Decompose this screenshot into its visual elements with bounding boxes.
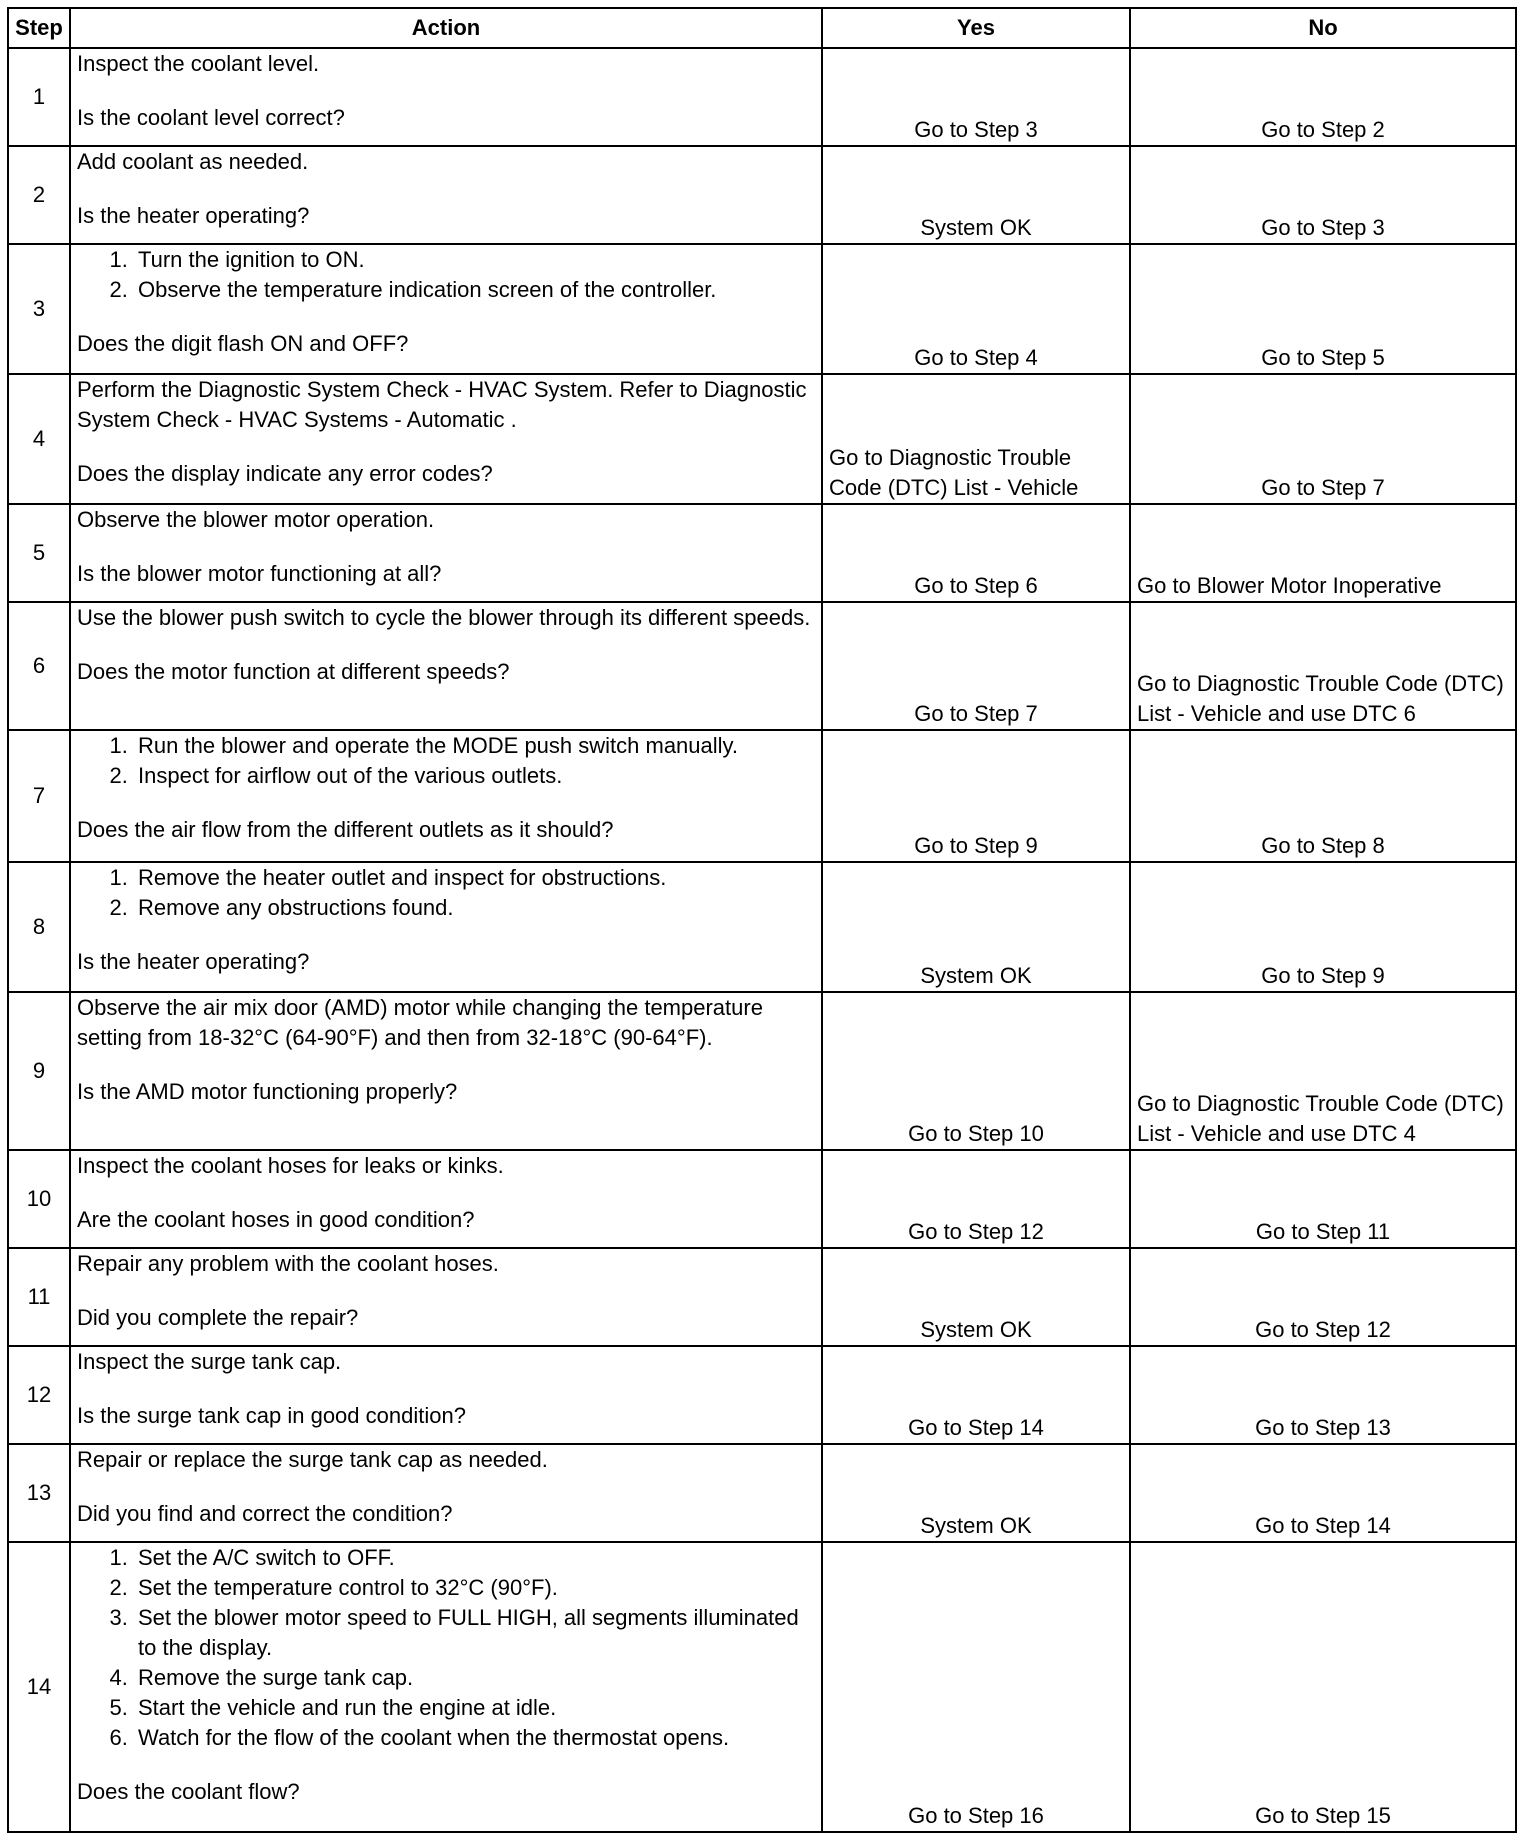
- action-question: Is the blower motor functioning at all?: [77, 561, 442, 586]
- action-intro: Inspect the coolant hoses for leaks or kinks.: [77, 1153, 504, 1178]
- yes-cell: Go to Step 3: [822, 48, 1130, 146]
- no-cell: Go to Step 9: [1130, 862, 1516, 992]
- yes-cell: Go to Step 12: [822, 1150, 1130, 1248]
- step-number: 13: [8, 1444, 70, 1542]
- yes-cell: Go to Diagnostic Trouble Code (DTC) List - Vehicle: [822, 374, 1130, 504]
- yes-cell: Go to Step 16: [822, 1542, 1130, 1832]
- list-item: 4. Remove the surge tank cap.: [134, 1663, 815, 1693]
- action-cell: [70, 504, 822, 602]
- no-cell: Go to Diagnostic Trouble Code (DTC) List - Vehicle and use DTC 4: [1130, 992, 1516, 1150]
- step-number: 6: [8, 602, 70, 730]
- action-question: Is the heater operating?: [77, 949, 310, 974]
- action-question: Does the digit flash ON and OFF?: [77, 331, 409, 356]
- step-number: 4: [8, 374, 70, 504]
- no-cell: Go to Step 2: [1130, 48, 1516, 146]
- action-intro: Repair or replace the surge tank cap as needed.: [77, 1447, 548, 1472]
- no-cell: Go to Step 14: [1130, 1444, 1516, 1542]
- action-intro: Inspect the coolant level.: [77, 51, 320, 76]
- action-cell: [70, 602, 822, 730]
- header-no: No: [1130, 8, 1516, 48]
- yes-cell: Go to Step 4: [822, 244, 1130, 374]
- diagnostic-table: [7, 7, 1517, 1833]
- table-row: [8, 146, 1516, 244]
- list-item: 1. Run the blower and operate the MODE push switch manually.: [134, 731, 815, 761]
- step-number: 12: [8, 1346, 70, 1444]
- action-cell: [70, 146, 822, 244]
- action-question: Did you complete the repair?: [77, 1305, 359, 1330]
- table-row: [8, 602, 1516, 730]
- action-cell: [70, 1444, 822, 1542]
- step-number: 7: [8, 730, 70, 862]
- table-row: [8, 992, 1516, 1150]
- yes-cell: Go to Step 6: [822, 504, 1130, 602]
- table-row: [8, 730, 1516, 862]
- action-intro: Observe the blower motor operation.: [77, 507, 435, 532]
- step-number: 9: [8, 992, 70, 1150]
- step-number: 5: [8, 504, 70, 602]
- no-cell: Go to Diagnostic Trouble Code (DTC) List - Vehicle and use DTC 6: [1130, 602, 1516, 730]
- action-question: Is the coolant level correct?: [77, 105, 345, 130]
- action-cell: [70, 1248, 822, 1346]
- no-cell: Go to Step 12: [1130, 1248, 1516, 1346]
- header-row: [8, 8, 1516, 48]
- list-item: 1. Turn the ignition to ON.: [134, 245, 815, 275]
- step-number: 1: [8, 48, 70, 146]
- yes-cell: System OK: [822, 146, 1130, 244]
- table-row: [8, 1248, 1516, 1346]
- yes-cell: System OK: [822, 1248, 1130, 1346]
- action-question: Does the display indicate any error codes?: [77, 461, 493, 486]
- no-cell: Go to Step 15: [1130, 1542, 1516, 1832]
- yes-cell: System OK: [822, 862, 1130, 992]
- action-question: Does the coolant flow?: [77, 1779, 300, 1804]
- header-action: Action: [70, 8, 822, 48]
- action-cell: [70, 730, 822, 862]
- action-list: [77, 731, 815, 791]
- header-step: Step: [8, 8, 70, 48]
- yes-cell: Go to Step 7: [822, 602, 1130, 730]
- yes-cell: Go to Step 9: [822, 730, 1130, 862]
- step-number: 8: [8, 862, 70, 992]
- step-number: 11: [8, 1248, 70, 1346]
- action-question: Are the coolant hoses in good condition?: [77, 1207, 475, 1232]
- action-intro: Use the blower push switch to cycle the blower through its different speeds.: [77, 605, 811, 630]
- table-row: [8, 1150, 1516, 1248]
- action-cell: [70, 862, 822, 992]
- list-item: 6. Watch for the flow of the coolant when the thermostat opens.: [134, 1723, 815, 1753]
- list-item: 2. Inspect for airflow out of the various outlets.: [134, 761, 815, 791]
- list-item: 1. Set the A/C switch to OFF.: [134, 1543, 815, 1573]
- no-cell: Go to Blower Motor Inoperative: [1130, 504, 1516, 602]
- step-number: 10: [8, 1150, 70, 1248]
- no-cell: Go to Step 7: [1130, 374, 1516, 504]
- table-row: [8, 48, 1516, 146]
- list-item: 2. Remove any obstructions found.: [134, 893, 815, 923]
- action-question: Did you find and correct the condition?: [77, 1501, 453, 1526]
- step-number: 3: [8, 244, 70, 374]
- table-row: [8, 1444, 1516, 1542]
- action-cell: [70, 48, 822, 146]
- table-row: [8, 1346, 1516, 1444]
- list-item: 1. Remove the heater outlet and inspect for obstructions.: [134, 863, 815, 893]
- action-list: [77, 1543, 815, 1753]
- yes-cell: System OK: [822, 1444, 1130, 1542]
- action-intro: Observe the air mix door (AMD) motor while changing the temperature setting from 18-32°C (64-90°F) and then from 32-18°C (90-64°F).: [77, 995, 763, 1050]
- action-cell: [70, 244, 822, 374]
- action-intro: Add coolant as needed.: [77, 149, 309, 174]
- action-list: [77, 863, 815, 923]
- table-row: [8, 1542, 1516, 1832]
- no-cell: Go to Step 3: [1130, 146, 1516, 244]
- action-cell: [70, 1542, 822, 1832]
- table-row: [8, 244, 1516, 374]
- no-cell: Go to Step 8: [1130, 730, 1516, 862]
- action-cell: [70, 374, 822, 504]
- action-question: Is the heater operating?: [77, 203, 310, 228]
- yes-cell: Go to Step 14: [822, 1346, 1130, 1444]
- list-item: 2. Observe the temperature indication screen of the controller.: [134, 275, 815, 305]
- table-row: [8, 862, 1516, 992]
- step-number: 14: [8, 1542, 70, 1832]
- list-item: 2. Set the temperature control to 32°C (90°F).: [134, 1573, 815, 1603]
- no-cell: Go to Step 13: [1130, 1346, 1516, 1444]
- list-item: 5. Start the vehicle and run the engine at idle.: [134, 1693, 815, 1723]
- action-intro: Repair any problem with the coolant hoses.: [77, 1251, 499, 1276]
- no-cell: Go to Step 11: [1130, 1150, 1516, 1248]
- table-row: [8, 504, 1516, 602]
- no-cell: Go to Step 5: [1130, 244, 1516, 374]
- action-cell: [70, 1150, 822, 1248]
- table-row: [8, 374, 1516, 504]
- yes-cell: Go to Step 10: [822, 992, 1130, 1150]
- action-cell: [70, 992, 822, 1150]
- action-question: Does the air flow from the different outlets as it should?: [77, 817, 614, 842]
- action-question: Is the surge tank cap in good condition?: [77, 1403, 466, 1428]
- action-intro: Perform the Diagnostic System Check - HVAC System. Refer to Diagnostic System Check - HVAC Systems - Automatic .: [77, 377, 807, 432]
- step-number: 2: [8, 146, 70, 244]
- action-question: Is the AMD motor functioning properly?: [77, 1079, 458, 1104]
- action-cell: [70, 1346, 822, 1444]
- action-question: Does the motor function at different speeds?: [77, 659, 510, 684]
- action-list: [77, 245, 815, 305]
- list-item: 3. Set the blower motor speed to FULL HIGH, all segments illuminated to the display.: [134, 1603, 815, 1663]
- header-yes: Yes: [822, 8, 1130, 48]
- action-intro: Inspect the surge tank cap.: [77, 1349, 342, 1374]
